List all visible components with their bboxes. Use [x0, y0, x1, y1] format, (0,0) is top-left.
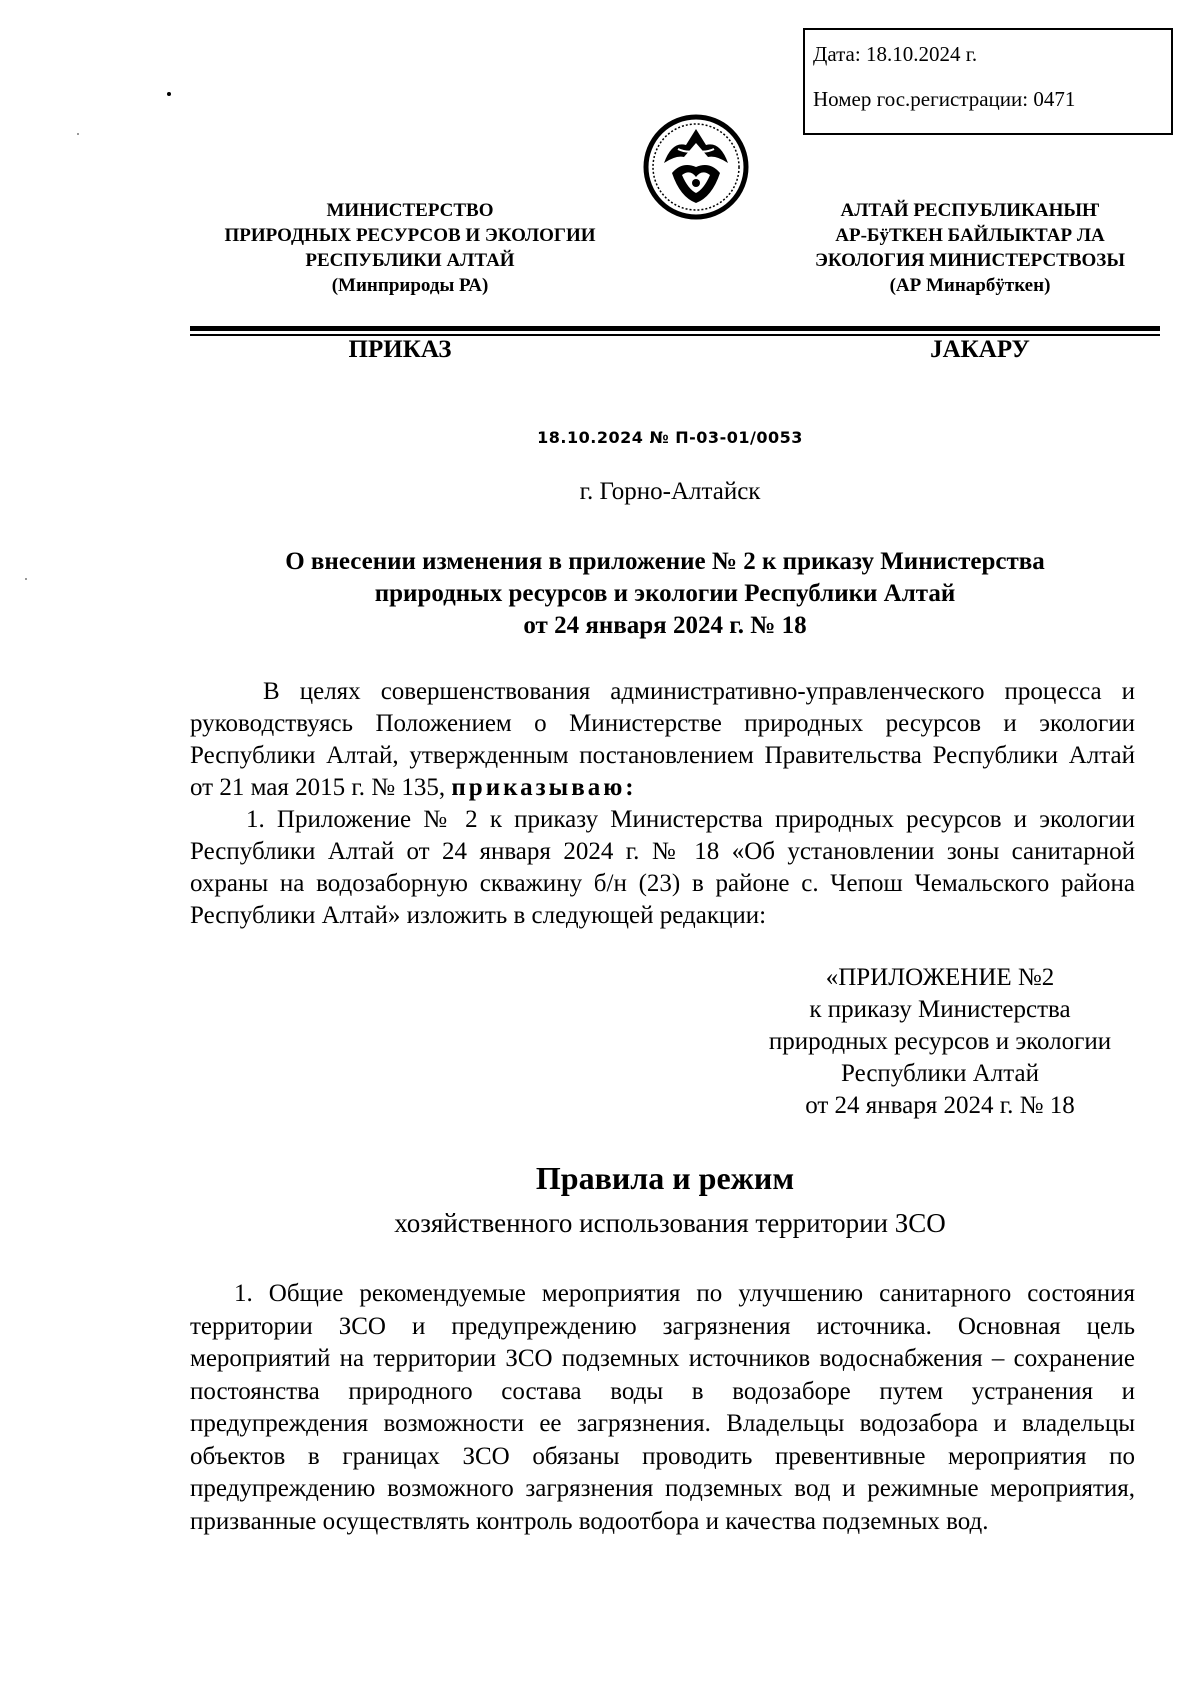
annex-line-5: от 24 января 2024 г. № 18: [805, 1092, 1075, 1119]
header-divider-thick: [190, 326, 1160, 331]
annex-line-1: «ПРИЛОЖЕНИЕ №2: [825, 964, 1055, 991]
rules-paragraph-1: 1. Общие рекомендуемые мероприятия по улучшению санитарного состояния территории ЗСО и предупреждению загрязнения источника. Основная цель мероприятий на территории ЗСО подземных источников водоснабжения – сохранение постоянства природного состава воды в водозаборе путем устранения и предупреждения возможности ее загрязнения. Владельцы водозабора и владельцы объектов в границах ЗСО обязаны проводить превентивные мероприятия по предупреждению возможного загрязнения подземных вод и режимные мероприятия, призванные осуществлять контроль водоотбора и качества подземных вод.: [190, 1280, 1135, 1535]
annex-line-4: Республики Алтай: [841, 1060, 1039, 1087]
order-label-russian: ПРИКАЗ: [348, 336, 452, 363]
registration-date: Дата: 18.10.2024 г.: [813, 42, 978, 66]
header-right-line-3: ЭКОЛОГИЯ МИНИСТЕРСТВОЗЫ: [814, 250, 1125, 271]
annex-header: [690, 962, 1190, 1122]
annex-line-2: к приказу Министерства: [809, 996, 1071, 1023]
annex-line-3: природных ресурсов и экологии: [768, 1028, 1112, 1055]
title-line-1: О внесении изменения в приложение № 2 к приказу Министерства: [285, 548, 1045, 575]
header-left-line-3: РЕСПУБЛИКИ АЛТАЙ: [305, 250, 515, 271]
title-line-3: от 24 января 2024 г. № 18: [523, 612, 807, 639]
registration-number: Номер гос.регистрации: 0471: [813, 87, 1076, 111]
order-number: 18.10.2024 № П-03-01/0053: [537, 428, 803, 447]
header-left-line-4: (Минприроды РА): [331, 275, 489, 296]
header-left-line-1: МИНИСТЕРСТВО: [326, 200, 494, 221]
rules-subtitle: хозяйственного использования территории ЗСО: [394, 1208, 946, 1238]
registration-stamp: [803, 28, 1173, 135]
scan-speck: [25, 578, 27, 580]
document-title: [190, 546, 1140, 642]
item-1-paragraph: 1. Приложение № 2 к приказу Министерства природных ресурсов и экологии Республики Алтай от 24 января 2024 г. № 18 «Об установлении зоны санитарной охраны на водозаборную скважину б/н (23) в районе с. Чепош Чемальского района Республики Алтай» изложить в следующей редакции:: [190, 806, 1135, 929]
header-right-line-2: АР-БÿТКЕН БАЙЛЫКТАР ЛА: [835, 225, 1105, 246]
header-left-line-2: ПРИРОДНЫХ РЕСУРСОВ И ЭКОЛОГИИ: [224, 225, 596, 246]
order-city: г. Горно-Алтайск: [579, 478, 761, 505]
order-label-altai: ЈАКАРУ: [930, 336, 1030, 363]
header-right-line-1: АЛТАЙ РЕСПУБЛИКАНЫҤ: [840, 200, 1100, 221]
preamble-paragraph: [190, 676, 1135, 804]
rules-title: Правила и режим: [535, 1160, 795, 1196]
title-line-2: природных ресурсов и экологии Республики Алтай: [374, 580, 956, 607]
coat-of-arms-icon: [642, 113, 750, 221]
ministry-name-russian: [180, 198, 640, 298]
order-directive: приказываю:: [451, 774, 637, 801]
header-right-line-4: (АР Минарбÿткен): [889, 275, 1051, 296]
scan-speck: [77, 133, 79, 135]
ministry-name-altai: [770, 198, 1170, 298]
preamble-text: В целях совершенствования административно-управленческого процесса и руководствуясь Положением о Министерстве природных ресурсов и экологии Республики Алтай, утвержденным постановлением Правительства Республики Алтай от 21 мая 2015 г. № 135,: [190, 678, 1135, 801]
speck-mark: [167, 92, 171, 96]
